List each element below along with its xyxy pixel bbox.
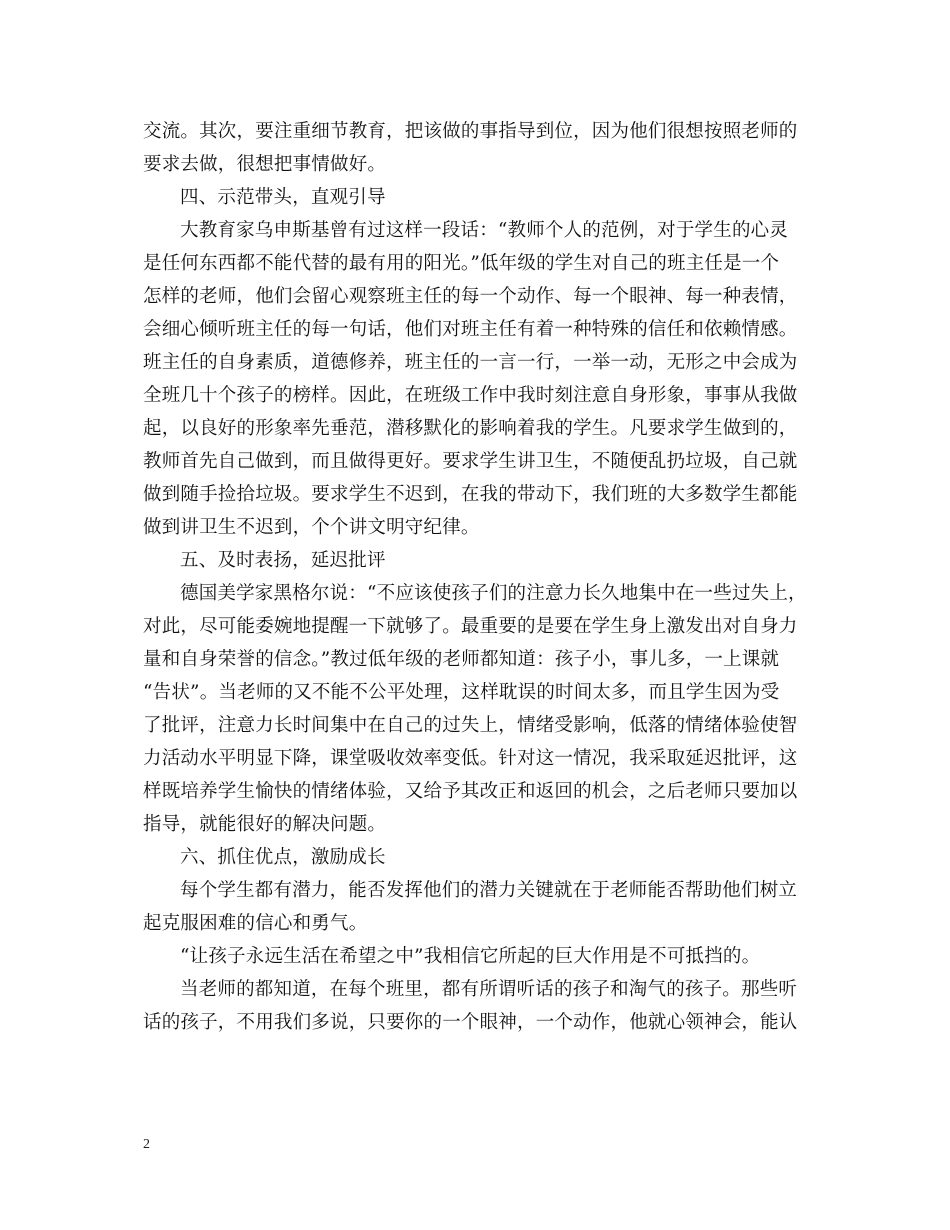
text-line: 当老师的都知道，在每个班里，都有所谓听话的孩子和淘气的孩子。那些听 [180,979,798,1000]
page-number: 2 [143,1137,150,1152]
text-line: 要求去做，很想把事情做好。 [143,154,387,175]
text-line: 会细心倾听班主任的每一句话，他们对班主任有着一种特殊的信任和依赖情感。 [143,319,798,340]
text-line: 班主任的自身素质，道德修养，班主任的一言一行，一举一动，无形之中会成为 [143,352,798,373]
text-line: 对此，尽可能委婉地提醒一下就够了。最重要的是要在学生身上激发出对自身力 [143,616,798,637]
text-line: 交流。其次，要注重细节教育，把该做的事指导到位，因为他们很想按照老师的 [143,121,798,142]
text-line: “告状”。当老师的又不能不公平处理，这样耽误的时间太多，而且学生因为受 [143,682,780,703]
text-line: 是任何东西都不能代替的最有用的阳光。”低年级的学生对自己的班主任是一个 [143,253,780,274]
text-line: 样既培养学生愉快的情绪体验，又给予其改正和返回的机会，之后老师只要加以 [143,781,798,802]
text-line: 做到讲卫生不迟到，个个讲文明守纪律。 [143,517,480,538]
text-line: 话的孩子，不用我们多说，只要你的一个眼神，一个动作，他就心领神会，能认 [143,1012,798,1033]
text-line: 力活动水平明显下降，课堂吸收效率变低。针对这一情况，我采取延迟批评，这 [143,748,798,769]
text-line: “让孩子永远生活在希望之中”我相信它所起的巨大作用是不可抵挡的。 [180,946,761,967]
text-line: 六、抓住优点，激励成长 [180,847,386,868]
text-line: 教师首先自己做到，而且做得更好。要求学生讲卫生，不随便乱扔垃圾，自己就 [143,451,798,472]
body-text [143,115,823,1039]
text-line: 指导，就能很好的解决问题。 [143,814,387,835]
text-line: 起，以良好的形象率先垂范，潜移默化的影响着我的学生。凡要求学生做到的， [143,418,798,439]
text-line: 德国美学家黑格尔说：“不应该使孩子们的注意力长久地集中在一些过失上， [180,583,807,604]
text-line: 四、示范带头，直观引导 [180,187,386,208]
text-line: 全班几十个孩子的榜样。因此，在班级工作中我时刻注意自身形象，事事从我做 [143,385,798,406]
text-line: 量和自身荣誉的信念。”教过低年级的老师都知道：孩子小，事儿多，一上课就 [143,649,780,670]
text-line: 每个学生都有潜力，能否发挥他们的潜力关键就在于老师能否帮助他们树立 [180,880,798,901]
text-line: 大教育家乌申斯基曾有过这样一段话：“教师个人的范例，对于学生的心灵 [180,220,789,241]
text-line: 五、及时表扬，延迟批评 [180,550,386,571]
text-line: 了批评，注意力长时间集中在自己的过失上，情绪受影响，低落的情绪体验使智 [143,715,798,736]
text-line: 做到随手捡拾垃圾。要求学生不迟到，在我的带动下，我们班的大多数学生都能 [143,484,798,505]
text-line: 怎样的老师，他们会留心观察班主任的每一个动作、每一个眼神、每一种表情， [143,286,798,307]
text-line: 起克服困难的信心和勇气。 [143,913,368,934]
